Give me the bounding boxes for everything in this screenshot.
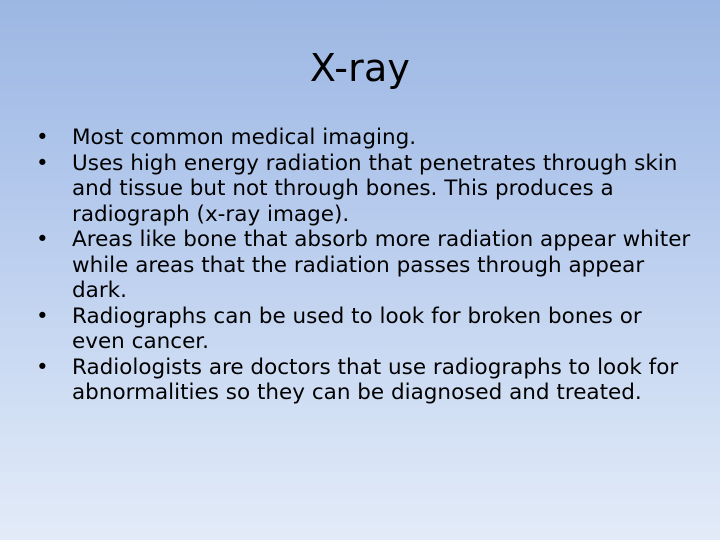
bullet-text: Radiologists are doctors that use radiographs to look for abnormalities so they can be diagnosed and treated. — [72, 354, 679, 405]
bullet-item — [36, 125, 696, 151]
bullet-marker: • — [36, 354, 49, 380]
bullet-marker: • — [36, 303, 49, 329]
slide-title: X-ray — [309, 46, 411, 90]
bullet-text: Most common medical imaging. — [72, 125, 417, 150]
bullet-text: Radiographs can be used to look for broken bones or even cancer. — [72, 303, 642, 354]
bullet-item — [36, 355, 696, 406]
bullet-item — [36, 227, 696, 304]
bullet-marker: • — [36, 125, 49, 150]
bullet-marker: • — [36, 150, 49, 176]
bullet-item — [36, 151, 696, 228]
bullet-item — [36, 304, 696, 355]
bullet-text: Uses high energy radiation that penetrates through skin and tissue but not through bones. This produces a radiograph (x-ray image). — [72, 150, 678, 227]
bullet-list — [36, 125, 696, 406]
bullet-text: Areas like bone that absorb more radiation appear whiter while areas that the radiation passes through appear dark. — [72, 227, 691, 303]
bullet-marker: • — [36, 227, 49, 252]
